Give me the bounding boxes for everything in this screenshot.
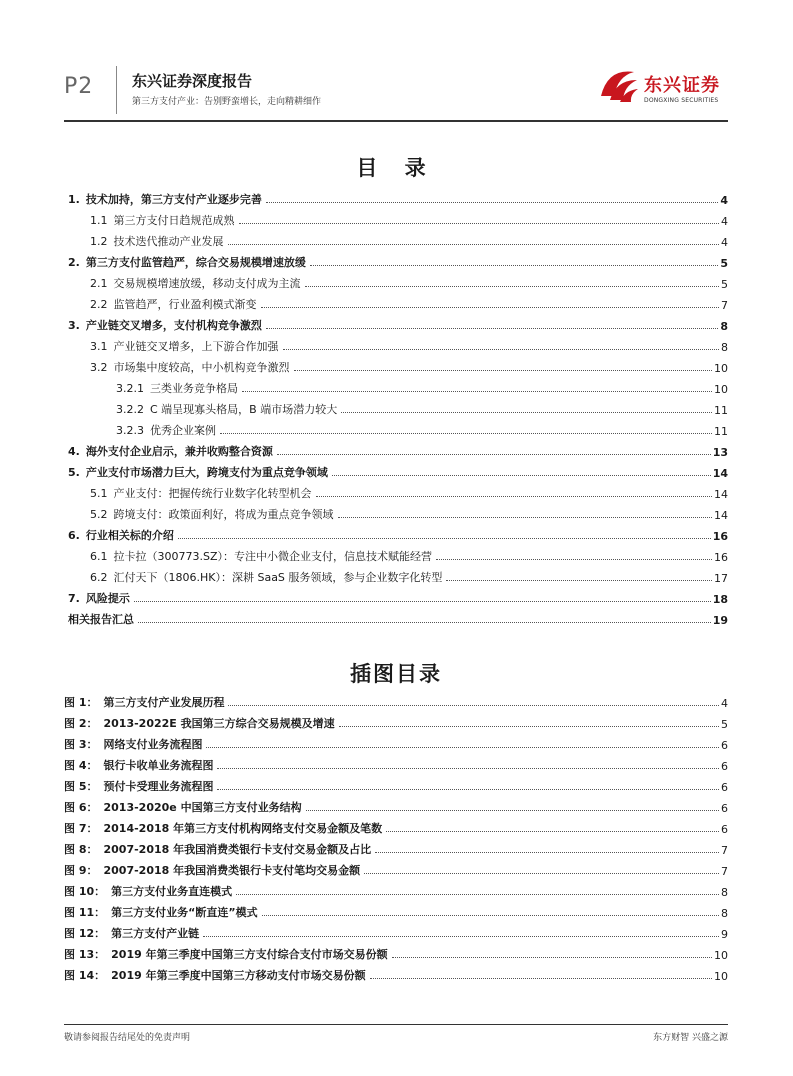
dot-leader — [392, 957, 712, 958]
logo-emblem-icon — [598, 66, 640, 106]
figure-entry-page: 6 — [721, 781, 728, 794]
figure-entry-label — [64, 715, 337, 731]
dot-leader — [306, 810, 719, 811]
toc-entry[interactable] — [64, 543, 728, 564]
figure-entry-label — [64, 757, 215, 773]
toc-entry-page: 10 — [714, 383, 728, 396]
figure-entry-label — [64, 799, 304, 815]
figure-entry-label — [64, 883, 234, 899]
toc-title: 目 录 — [356, 156, 436, 180]
dot-leader — [217, 768, 719, 769]
figure-entry-text: 银行卡收单业务流程图 — [103, 759, 214, 772]
dot-leader — [310, 265, 719, 266]
toc-entry-page: 18 — [712, 593, 728, 606]
toc-entry[interactable] — [64, 291, 728, 312]
toc-entry-page: 10 — [714, 362, 728, 375]
toc-entry[interactable] — [64, 480, 728, 501]
figure-entry-page: 6 — [721, 760, 728, 773]
toc-entry-number: 2.1 — [90, 277, 108, 290]
dot-leader — [277, 454, 711, 455]
figure-entry-number: 图 13： — [64, 948, 106, 961]
header-rule — [64, 120, 728, 122]
figure-entry-text: 第三方支付产业发展历程 — [103, 696, 225, 709]
toc-entry-text: C 端呈现寡头格局，B 端市场潜力较大 — [150, 403, 338, 416]
toc-entry-number: 3.2.2 — [116, 403, 144, 416]
figure-entry-text: 第三方支付业务直连模式 — [111, 885, 233, 898]
figure-entry-number: 图 8： — [64, 843, 98, 856]
figure-entry[interactable] — [64, 857, 728, 878]
toc-entry-label — [90, 212, 237, 228]
toc-entry-page: 11 — [714, 404, 728, 417]
figure-entry-label — [64, 946, 390, 962]
dot-leader — [305, 286, 720, 287]
toc-entry-text: 优秀企业案例 — [150, 424, 216, 437]
figure-entry-label — [64, 925, 201, 941]
dot-leader — [316, 496, 713, 497]
toc-entry-label — [90, 296, 259, 312]
toc-entry-text: 风险提示 — [85, 592, 130, 605]
figure-entry-page: 10 — [714, 949, 728, 962]
footer-rule — [64, 1024, 728, 1025]
dot-leader — [242, 391, 712, 392]
toc-entry-page: 16 — [712, 530, 728, 543]
toc-entry-label — [90, 548, 434, 564]
toc-entry-label — [90, 485, 314, 501]
figure-entry-number: 图 12： — [64, 927, 106, 940]
figure-entry-number: 图 14： — [64, 969, 106, 982]
figure-entry[interactable] — [64, 962, 728, 983]
figure-entry-number: 图 1： — [64, 696, 98, 709]
toc-entry-page: 16 — [714, 551, 728, 564]
toc-entry-number: 3.2.3 — [116, 424, 144, 437]
toc-entry-label — [64, 443, 275, 459]
header-divider — [116, 66, 117, 114]
logo-text-en: DONGXING SECURITIES — [644, 97, 719, 104]
figure-entry-label — [64, 904, 260, 920]
dot-leader — [266, 202, 719, 203]
figure-entry-number: 图 2： — [64, 717, 98, 730]
toc-entry[interactable] — [64, 606, 728, 627]
figure-entry-number: 图 3： — [64, 738, 98, 751]
toc-entry-number: 1.1 — [90, 214, 108, 227]
toc-entry-label — [90, 359, 292, 375]
dot-leader — [446, 580, 712, 581]
toc-entry-page: 14 — [714, 488, 728, 501]
toc-entry-number: 2. — [68, 256, 80, 269]
dot-leader — [206, 747, 719, 748]
toc-entry-label — [90, 275, 303, 291]
dot-leader — [262, 915, 719, 916]
toc-entry-page: 8 — [721, 341, 728, 354]
dot-leader — [341, 412, 712, 413]
toc-entry-page: 14 — [712, 467, 728, 480]
report-subtitle: 第三方支付产业：告别野蛮增长，走向精耕细作 — [132, 97, 322, 107]
figure-entry-label — [64, 862, 362, 878]
figure-entry-page: 6 — [721, 802, 728, 815]
page-number: P2 — [64, 74, 94, 99]
toc-entry-number: 5.2 — [90, 508, 108, 521]
toc-entry-text: 交易规模增速放缓，移动支付成为主流 — [113, 277, 301, 290]
toc-entry-label — [64, 611, 136, 627]
figure-entry-text: 网络支付业务流程图 — [103, 738, 203, 751]
figure-entry-number: 图 11： — [64, 906, 106, 919]
toc-entry-text: 技术加持，第三方支付产业逐步完善 — [85, 193, 262, 206]
toc-entry-text: 跨境支付：政策面利好，将成为重点竞争领域 — [113, 508, 334, 521]
toc-entry-number: 3. — [68, 319, 80, 332]
toc-entry-page: 7 — [721, 299, 728, 312]
toc-entry-text: 产业支付：把握传统行业数字化转型机会 — [113, 487, 312, 500]
figure-entry-text: 2007-2018 年我国消费类银行卡支付笔均交易金额 — [103, 864, 361, 877]
figure-entry[interactable] — [64, 773, 728, 794]
toc-entry-text: 第三方支付日趋规范成熟 — [113, 214, 235, 227]
toc-entry-text: 产业链交叉增多，支付机构竞争激烈 — [85, 319, 262, 332]
figure-entry[interactable] — [64, 941, 728, 962]
figure-entry-number: 图 4： — [64, 759, 98, 772]
figure-entry[interactable] — [64, 731, 728, 752]
toc-entry-number: 1. — [68, 193, 80, 206]
figure-entry[interactable] — [64, 920, 728, 941]
toc-entry-page: 14 — [714, 509, 728, 522]
toc-entry[interactable] — [64, 186, 728, 207]
dot-leader — [138, 622, 711, 623]
dot-leader — [228, 705, 719, 706]
toc-entry[interactable] — [64, 375, 728, 396]
footer-disclaimer: 敬请参阅报告结尾处的免责声明 — [64, 1033, 191, 1043]
figure-entry[interactable] — [64, 836, 728, 857]
figure-entry-page: 9 — [721, 928, 728, 941]
toc-entry-label — [64, 464, 330, 480]
dot-leader — [283, 349, 720, 350]
figure-entry-text: 第三方支付业务“断直连”模式 — [111, 906, 258, 919]
toc-entry[interactable] — [64, 522, 728, 543]
dot-leader — [178, 538, 711, 539]
toc-entry[interactable] — [64, 459, 728, 480]
figure-entry-text: 2019 年第三季度中国第三方支付综合支付市场交易份额 — [111, 948, 388, 961]
toc-entry[interactable] — [64, 564, 728, 585]
dot-leader — [332, 475, 711, 476]
toc-entry-page: 17 — [714, 572, 728, 585]
dot-leader — [266, 328, 719, 329]
toc-entry-label — [64, 317, 264, 333]
toc-entry-page: 8 — [720, 320, 728, 333]
toc-entry[interactable] — [64, 249, 728, 270]
footer-slogan: 东方财智 兴盛之源 — [653, 1033, 728, 1043]
toc-entry-number: 2.2 — [90, 298, 108, 311]
toc-entry-label — [116, 380, 240, 396]
toc-entry-text: 产业链交叉增多，上下游合作加强 — [113, 340, 279, 353]
toc-entry-number: 6.1 — [90, 550, 108, 563]
dot-leader — [217, 789, 719, 790]
figure-entry-page: 8 — [721, 907, 728, 920]
toc-entry-text: 产业支付市场潜力巨大，跨境支付为重点竞争领域 — [85, 466, 328, 479]
figure-entry-page: 4 — [721, 697, 728, 710]
toc-entry[interactable] — [64, 501, 728, 522]
figure-entry-number: 图 10： — [64, 885, 106, 898]
toc-entry-page: 5 — [720, 257, 728, 270]
dot-leader — [134, 601, 711, 602]
figure-entry-page: 5 — [721, 718, 728, 731]
toc-entry-number: 4. — [68, 445, 80, 458]
toc-entry-label — [116, 401, 339, 417]
toc-entry-text: 第三方支付监管趋严，综合交易规模增速放缓 — [85, 256, 306, 269]
figure-entry-page: 6 — [721, 823, 728, 836]
toc-entry-text: 三类业务竞争格局 — [150, 382, 238, 395]
toc-entry-page: 13 — [712, 446, 728, 459]
toc-entry-label — [90, 506, 336, 522]
toc-entry[interactable] — [64, 207, 728, 228]
figure-entry-page: 10 — [714, 970, 728, 983]
toc-entry-number: 5.1 — [90, 487, 108, 500]
toc-entry-page: 4 — [721, 236, 728, 249]
toc-entry-label — [64, 191, 264, 207]
toc-entry-number: 1.2 — [90, 235, 108, 248]
figure-entry-label — [64, 841, 373, 857]
figure-entry[interactable] — [64, 878, 728, 899]
dot-leader — [220, 433, 712, 434]
toc-entry-page: 4 — [720, 194, 728, 207]
dot-leader — [294, 370, 713, 371]
figure-entry-number: 图 9： — [64, 864, 98, 877]
toc-entry-text: 监管趋严，行业盈利模式渐变 — [113, 298, 257, 311]
figure-entry-number: 图 6： — [64, 801, 98, 814]
page-header — [64, 62, 728, 118]
figure-entry-label — [64, 736, 204, 752]
toc-entry-label — [116, 422, 218, 438]
toc-entry-number: 3.2 — [90, 361, 108, 374]
toc-entry-text: 拉卡拉（300773.SZ）：专注中小微企业支付，信息技术赋能经营 — [113, 550, 433, 563]
figure-entry-text: 2013-2020e 中国第三方支付业务结构 — [103, 801, 302, 814]
dot-leader — [339, 726, 719, 727]
figure-entry-page: 6 — [721, 739, 728, 752]
toc-entry[interactable] — [64, 417, 728, 438]
dot-leader — [261, 307, 720, 308]
dot-leader — [375, 852, 719, 853]
toc-entry-text: 汇付天下（1806.HK）：深耕 SaaS 服务领域，参与企业数字化转型 — [113, 571, 443, 584]
figure-entry-text: 预付卡受理业务流程图 — [103, 780, 214, 793]
toc-entry-label — [90, 233, 226, 249]
dot-leader — [203, 936, 719, 937]
figure-entry-page: 7 — [721, 865, 728, 878]
toc-entry-number: 5. — [68, 466, 80, 479]
toc-entry[interactable] — [64, 312, 728, 333]
toc-entry-text: 行业相关标的介绍 — [85, 529, 174, 542]
toc-entry-page: 19 — [712, 614, 728, 627]
table-of-contents — [64, 186, 728, 627]
dot-leader — [236, 894, 719, 895]
figure-entry-text: 2013-2022E 我国第三方综合交易规模及增速 — [103, 717, 335, 730]
toc-entry-text: 相关报告汇总 — [68, 613, 134, 626]
figure-list-title: 插图目录 — [350, 662, 442, 686]
toc-entry-text: 技术迭代推动产业发展 — [113, 235, 224, 248]
figure-entry-label — [64, 694, 226, 710]
toc-entry-number: 7. — [68, 592, 80, 605]
toc-entry[interactable] — [64, 396, 728, 417]
toc-entry-text: 市场集中度较高，中小机构竞争激烈 — [113, 361, 290, 374]
figure-entry-text: 2019 年第三季度中国第三方移动支付市场交易份额 — [111, 969, 366, 982]
toc-entry-number: 3.2.1 — [116, 382, 144, 395]
figure-entry-text: 2007-2018 年我国消费类银行卡支付交易金额及占比 — [103, 843, 372, 856]
figure-entry-label — [64, 967, 368, 983]
company-logo — [598, 62, 728, 112]
toc-entry[interactable] — [64, 228, 728, 249]
logo-text-cn: 东兴证券 — [644, 75, 720, 96]
figure-entry[interactable] — [64, 689, 728, 710]
dot-leader — [386, 831, 719, 832]
figure-entry-text: 第三方支付产业链 — [111, 927, 200, 940]
dot-leader — [338, 517, 713, 518]
figure-entry-label — [64, 820, 384, 836]
toc-entry-page: 5 — [721, 278, 728, 291]
figure-entry[interactable] — [64, 899, 728, 920]
toc-entry[interactable] — [64, 270, 728, 291]
toc-entry-label — [90, 569, 444, 585]
figure-entry-text: 2014-2018 年第三方支付机构网络支付交易金额及笔数 — [103, 822, 383, 835]
figure-entry[interactable] — [64, 815, 728, 836]
dot-leader — [239, 223, 720, 224]
dot-leader — [364, 873, 719, 874]
toc-entry-text: 海外支付企业启示，兼并收购整合资源 — [85, 445, 273, 458]
toc-entry-label — [90, 338, 281, 354]
toc-entry[interactable] — [64, 333, 728, 354]
toc-entry-page: 4 — [721, 215, 728, 228]
figure-entry-page: 7 — [721, 844, 728, 857]
toc-entry-label — [64, 254, 308, 270]
figure-entry[interactable] — [64, 794, 728, 815]
toc-entry-page: 11 — [714, 425, 728, 438]
figure-entry-number: 图 7： — [64, 822, 98, 835]
toc-entry-label — [64, 527, 176, 543]
figure-list — [64, 689, 728, 983]
toc-entry-number: 6. — [68, 529, 80, 542]
figure-entry-page: 8 — [721, 886, 728, 899]
toc-entry[interactable] — [64, 585, 728, 606]
toc-entry[interactable] — [64, 354, 728, 375]
dot-leader — [370, 978, 712, 979]
dot-leader — [228, 244, 720, 245]
figure-entry[interactable] — [64, 710, 728, 731]
dot-leader — [436, 559, 712, 560]
figure-entry-label — [64, 778, 215, 794]
figure-entry-number: 图 5： — [64, 780, 98, 793]
report-title: 东兴证券深度报告 — [132, 72, 253, 90]
toc-entry-number: 3.1 — [90, 340, 108, 353]
figure-entry[interactable] — [64, 752, 728, 773]
toc-entry[interactable] — [64, 438, 728, 459]
toc-entry-label — [64, 590, 132, 606]
toc-entry-number: 6.2 — [90, 571, 108, 584]
